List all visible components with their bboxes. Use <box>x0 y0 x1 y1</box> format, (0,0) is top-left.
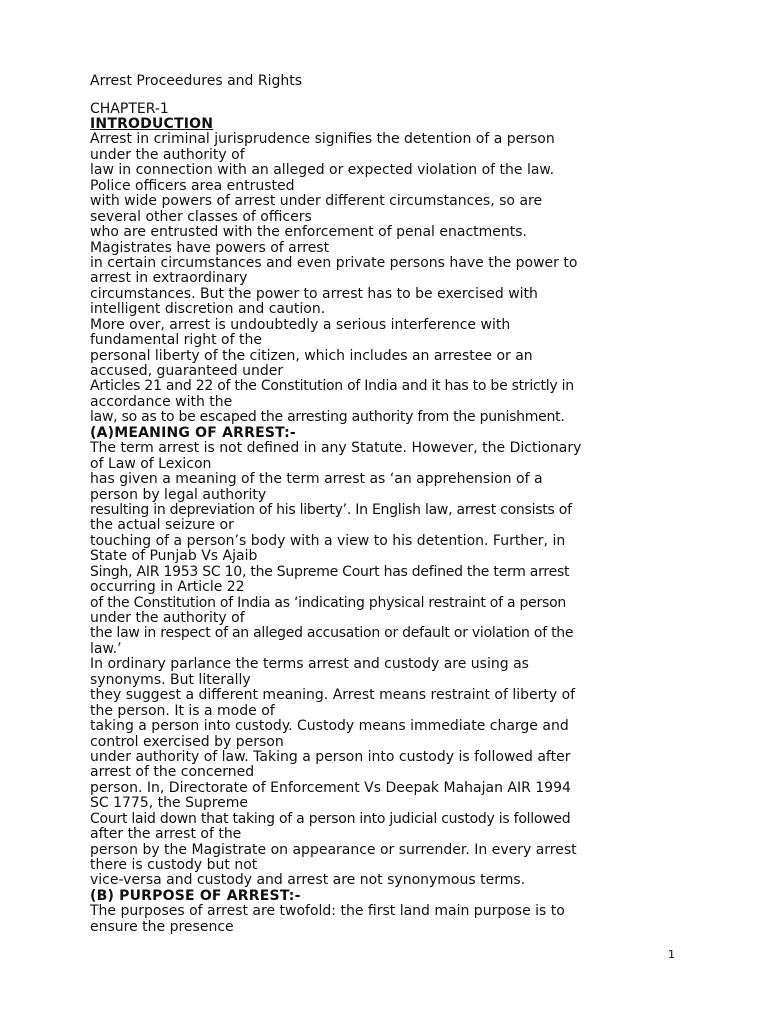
page-number: 1 <box>668 948 675 961</box>
text-line: in certain circumstances and even private persons have the power to <box>90 254 578 271</box>
text-line: Singh, AIR 1953 SC 10, the Supreme Court has defined the term arrest <box>90 563 570 580</box>
text-line: control exercised by person <box>90 733 284 750</box>
text-line: after the arrest of the <box>90 826 242 843</box>
text-line: touching of a person’s body with a view to his detention. Further, in <box>90 532 566 549</box>
text-line: The term arrest is not defined in any Statute. However, the Dictionary <box>90 440 582 457</box>
text-line: Court laid down that taking of a person into judicial custody is followed <box>90 810 571 827</box>
text-line: arrest of the concerned <box>90 764 255 781</box>
text-line: person by the Magistrate on appearance or surrender. In every arrest <box>90 841 577 858</box>
text-line: who are entrusted with the enforcement of penal enactments. <box>90 224 527 241</box>
text-line: intelligent discretion and caution. <box>90 301 326 318</box>
text-line: of Law of Lexicon <box>90 455 212 472</box>
text-line: In ordinary parlance the terms arrest and custody are using as <box>90 656 529 673</box>
section-heading: (B) PURPOSE OF ARREST:- <box>90 887 301 904</box>
text-line: person by legal authority <box>90 486 267 503</box>
chapter-label: CHAPTER-1 <box>90 101 169 117</box>
text-line: several other classes of officers <box>90 208 312 225</box>
text-line: law.’ <box>90 640 122 657</box>
section-heading: (A)MEANING OF ARREST:- <box>90 424 296 441</box>
text-line: Magistrates have powers of arrest <box>90 239 330 256</box>
text-line: of the Constitution of India as ‘indicating physical restraint of a person <box>90 594 567 611</box>
text-line: the law in respect of an alleged accusation or default or violation of the <box>90 625 574 642</box>
text-line: has given a meaning of the term arrest as ‘an apprehension of a <box>90 471 543 488</box>
text-line: synonyms. But literally <box>90 671 251 688</box>
text-line: SC 1775, the Supreme <box>90 795 249 812</box>
document-title: Arrest Proceedures and Rights <box>90 73 303 89</box>
text-line: under the authority of <box>90 610 245 626</box>
text-line: accused, guaranteed under <box>90 363 284 379</box>
text-line: State of Punjab Vs Ajaib <box>90 548 258 565</box>
text-line: circumstances. But the power to arrest has to be exercised with <box>90 285 538 302</box>
text-line: law in connection with an alleged or expected violation of the law. <box>90 162 555 179</box>
text-line: accordance with the <box>90 393 233 410</box>
text-line: arrest in extraordinary <box>90 270 248 287</box>
text-line: they suggest a different meaning. Arrest means restraint of liberty of <box>90 687 576 704</box>
text-line: resulting in depreviation of his liberty’. In English law, arrest consists of <box>90 501 572 518</box>
text-line: the person. It is a mode of <box>90 702 275 719</box>
text-line: under the authority of <box>90 146 245 163</box>
text-line: taking a person into custody. Custody means immediate charge and <box>90 718 569 735</box>
body-text <box>90 117 690 935</box>
text-line: Articles 21 and 22 of the Constitution of India and it has to be strictly in <box>90 378 574 395</box>
text-line: law, so as to be escaped the arresting authority from the punishment. <box>90 409 565 426</box>
text-line: More over, arrest is undoubtedly a serious interference with <box>90 316 511 333</box>
text-line: fundamental right of the <box>90 332 262 349</box>
text-line: ensure the presence <box>90 918 234 935</box>
text-line: with wide powers of arrest under different circumstances, so are <box>90 193 543 210</box>
text-line: Arrest in criminal jurisprudence signifies the detention of a person <box>90 131 555 148</box>
text-line: The purposes of arrest are twofold: the first land main purpose is to <box>90 903 565 920</box>
text-line: the actual seizure or <box>90 517 234 534</box>
text-line: occurring in Article 22 <box>90 579 245 596</box>
text-line: Police officers area entrusted <box>90 177 295 194</box>
text-line: person. In, Directorate of Enforcement Vs Deepak Mahajan AIR 1994 <box>90 779 571 796</box>
text-line: personal liberty of the citizen, which includes an arrestee or an <box>90 347 533 364</box>
text-line: under authority of law. Taking a person into custody is followed after <box>90 748 571 765</box>
section-heading: INTRODUCTION <box>90 116 214 132</box>
text-line: vice-versa and custody and arrest are not synonymous terms. <box>90 872 526 889</box>
text-line: there is custody but not <box>90 857 258 873</box>
